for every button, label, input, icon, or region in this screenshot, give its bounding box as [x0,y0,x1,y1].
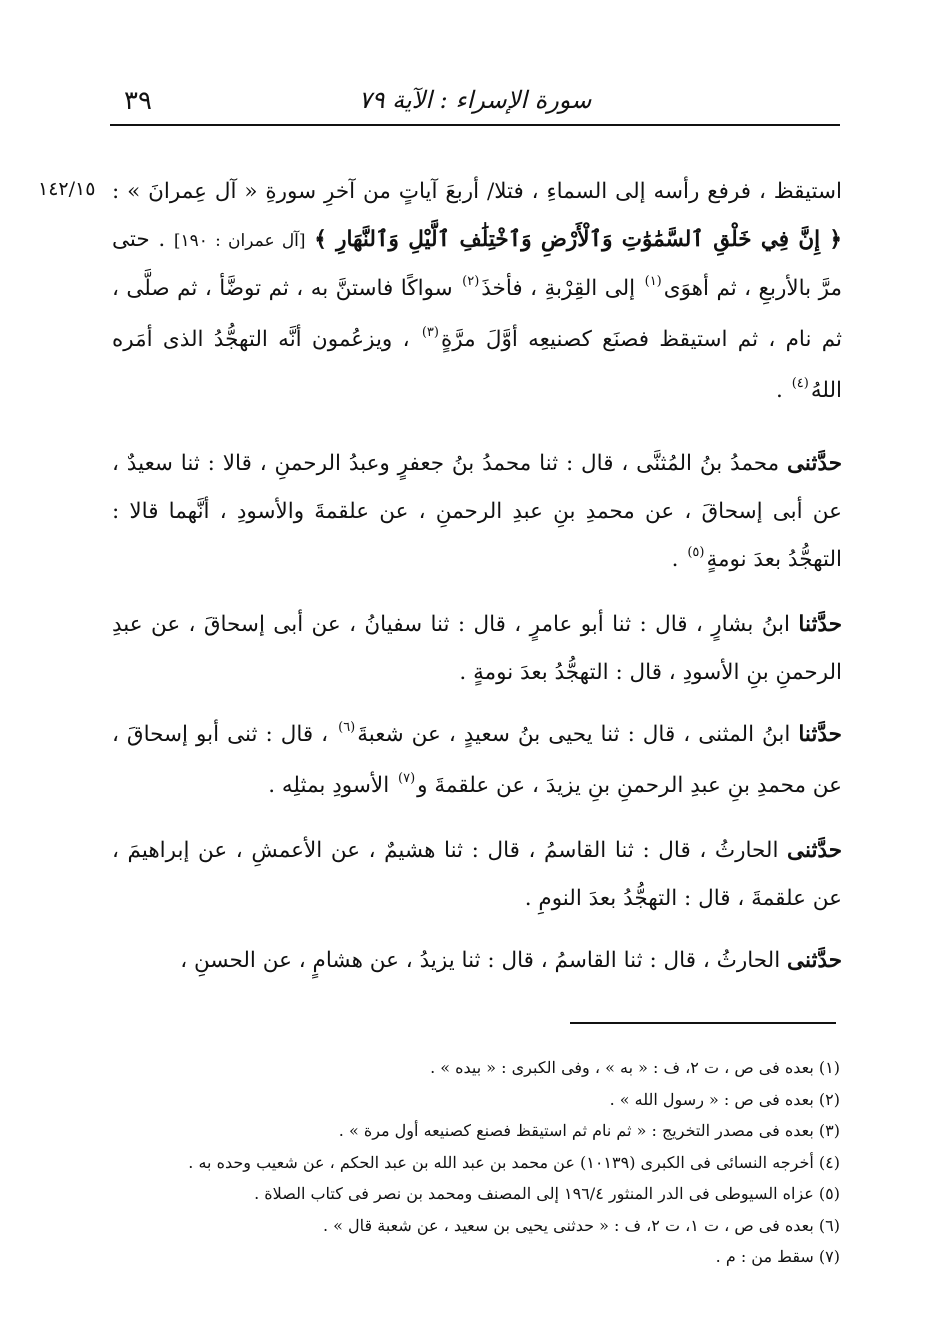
footnotes [112,1052,840,1273]
footnote-marker[interactable]: (٢) [462,274,480,289]
paragraph-text: ابنُ المثنى ، قال : ثنا يحيى بنُ سعيدٍ ، عن شعبةَ [357,722,791,747]
paragraph-text: إلى القِرْبةِ ، فأخذَ [481,276,636,301]
narration-lead: حدَّثنى [787,451,842,476]
narration-lead: حدَّثنى [787,948,842,973]
footnote-6: (٦) بعده فى ص ، ت ١، ت ٢، ف : « حدثنى يحيى بن سعيد ، عن شعبة قال » . [322,1215,840,1235]
footnote-1: (١) بعده فى ص ، ت ٢، ف : « به » ، وفى الكبرى : « بيده » . [430,1058,840,1077]
footnote-7: (٧) سقط من : م . [715,1247,840,1266]
narration-lead: حدَّثنا [798,612,843,637]
footnote-3: (٣) بعده فى مصدر التخريج : « ثم نام ثم استيقظ فصنع كصنيعه أول مرة » . [338,1121,840,1140]
paragraph-text: الحارثُ ، قال : ثنا القاسمُ ، قال : ثنا هشيمٌ ، عن الأعمشِ ، عن إبراهيمَ ، عن علقمةَ ، قال : التهجُّدُ بعدَ النومِ . [112,838,842,911]
paragraph-text: . [776,378,783,403]
footnote-4: (٤) أخرجه النسائى فى الكبرى (١٠١٣٩) عن محمد بن عبد الله بن عبد الحكم ، عن شعيب وحده به . [188,1152,840,1172]
paragraph-text: ، ويزعُمون أنَّه التهجُّدُ الذى أمَره اللهُ [112,327,842,403]
footnote-separator [570,1022,836,1024]
quran-verse: ﴿ إِنَّ فِي خَلْقِ ٱلسَّمَٰوَٰتِ وَٱلْأَرْضِ وَٱخْتِلَٰفِ ٱلَّيْلِ وَٱلنَّهَارِ ﴾ [314,227,842,252]
paragraph-text: ابنُ بشارٍ ، قال : ثنا أبو عامرٍ ، قال : ثنا سفيانُ ، عن أبى إسحاقَ ، عن عبدِ الرحمنِ بنِ الأسودِ ، قال : التهجُّدُ بعدَ نومةٍ . [112,612,842,685]
verse-reference: [آل عمران : ١٩٠] [173,231,306,251]
paragraph-text: الأسودِ بمثلِه . [268,773,390,798]
footnote-marker[interactable]: (١) [644,274,662,289]
paragraph-text: استيقظ ، فرفع رأسه إلى السماءِ ، فتلا/ أربعَ آياتٍ من آخرِ سورةِ « آل عِمرانَ » : [112,179,842,204]
main-text [112,168,842,985]
paragraph-text: سواكًا فاستنَّ به ، ثم توضَّأ ، ثم صلَّى ، ثم نام ، ثم استيقظ فصنَع كصنيعِه أوَّلَ مرَّةٍ [112,276,842,352]
page-number: ٣٩ [124,86,152,116]
paragraph-6 [112,937,842,985]
footnote-marker[interactable]: (٥) [687,545,705,560]
paragraph-4 [112,711,842,813]
running-title: سورة الإسراء : الآية ٧٩ [358,86,592,114]
paragraph-2 [112,440,842,587]
paragraph-text: . [671,547,679,572]
footnote-marker[interactable]: (٦) [338,720,356,735]
paragraph-text: محمدُ بنُ المُثنَّى ، قال : ثنا محمدُ بنُ جعفرٍ وعبدُ الرحمنِ ، قالا : ثنا سعيدٌ ، عن أبى إسحاقَ ، عن محمدِ بنِ عبدِ الرحمنِ ، عن علقمةَ والأسودِ ، أنَّهما قالا : التهجُّدُ بعدَ نومةٍ [112,451,842,572]
narration-lead: حدَّثنى [787,838,842,863]
margin-volume-reference: ١٤٢/١٥ [38,178,96,200]
footnote-2: (٢) بعده فى ص : « رسول الله » . [609,1089,840,1109]
footnote-marker[interactable]: (٧) [398,771,416,786]
paragraph-5 [112,827,842,923]
page-header [110,84,840,126]
paragraph-text: . حتى مرَّ بالأربعِ ، ثم أهوَى [112,227,842,301]
footnote-marker[interactable]: (٤) [791,376,809,391]
paragraph-1 [112,168,842,418]
paragraph-text: ، قال : ثنى أبو إسحاقَ ، عن محمدِ بنِ عبدِ الرحمنِ بنِ يزيدَ ، عن علقمةَ و [112,722,842,798]
footnote-marker[interactable]: (٣) [421,325,439,340]
narration-lead: حدَّثنا [798,722,842,747]
paragraph-3 [112,601,842,697]
footnote-5: (٥) عزاه السيوطى فى الدر المنثور ١٩٦/٤ إلى المصنف ومحمد بن نصر فى كتاب الصلاة . [254,1184,840,1203]
paragraph-text: الحارثُ ، قال : ثنا القاسمُ ، قال : ثنا يزيدُ ، عن هشامٍ ، عن الحسنِ ، [180,948,781,973]
